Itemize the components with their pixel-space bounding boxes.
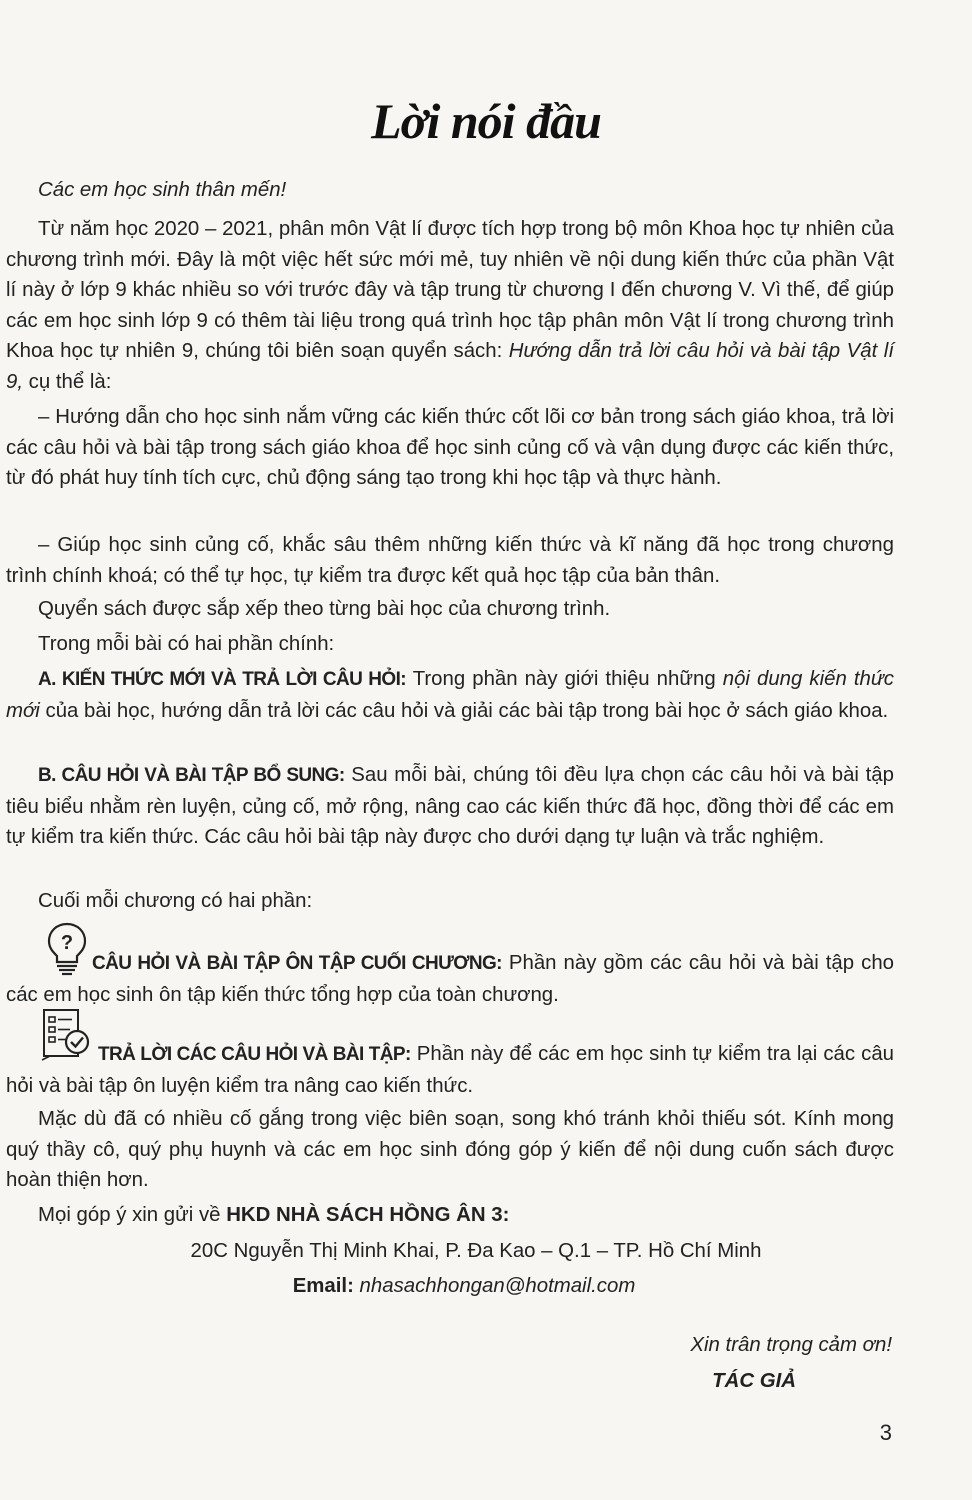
part-a-text: Trong phần này giới thiệu những (406, 668, 723, 690)
page-number: 3 (879, 1420, 892, 1445)
arrangement-text: Quyển sách được sắp xếp theo từng bài học của chương trình. (38, 598, 611, 620)
intro-text-end: cụ thể là: (23, 370, 112, 393)
email-address: nhasachhongan@hotmail.com (353, 1275, 636, 1297)
contact-name: HKD NHÀ SÁCH HỒNG ÂN 3: (226, 1204, 510, 1226)
part-a-heading: A. KIẾN THỨC MỚI VÀ TRẢ LỜI CÂU HỎI: (38, 669, 407, 690)
part-a-text-end: của bài học, hướng dẫn trả lời các câu hỏi và giải các bài tập trong bài học ở sách giáo khoa. (39, 699, 889, 722)
thanks: Xin trân trọng cảm ơn! (690, 1334, 892, 1356)
page-title: Lời nói đầu (371, 93, 601, 149)
bullet-item-2: – Giúp học sinh củng cố, khắc sâu thêm những kiến thức và kĩ năng đã học trong chương trình chính khoá; có thể tự học, tự kiểm tra được kết quả học tập của bản thân. (6, 534, 894, 587)
part-b-heading: B. CÂU HỎI VÀ BÀI TẬP BỔ SUNG: (38, 765, 345, 786)
apology-paragraph: Mặc dù đã có nhiều cố gắng trong việc biên soạn, song khó tránh khỏi thiếu sót. Kính mong quý thầy cô, quý phụ huynh và các em học sinh đóng góp ý kiến để nội dung cuốn sách được hoàn thiện hơn. (6, 1108, 894, 1192)
book-title: Hướng dẫn trả lời câu hỏi và bài tập Vật lí 9, (6, 340, 894, 393)
email-label: Email: (292, 1275, 354, 1297)
answer-text: Phần này để các em học sinh tự kiểm tra lại các câu hỏi và bài tập ôn luyện kiểm tra nâng cao kiến thức. (6, 1043, 894, 1097)
part-a-emphasis: nội dung kiến thức mới (6, 668, 894, 722)
part-b-text: Sau mỗi bài, chúng tôi đều lựa chọn các câu hỏi và bài tập tiêu biểu nhằm rèn luyện, củng cố, mở rộng, nâng cao các kiến thức đã học, đồng thời để các em tự kiểm tra kiến thức. Các câu hỏi bài tập này được cho dưới dạng tự luận và trắc nghiệm. (6, 764, 894, 849)
address: 20C Nguyễn Thị Minh Khai, P. Đa Kao – Q.1 – TP. Hồ Chí Minh (190, 1240, 762, 1262)
email-line (0, 1275, 950, 1298)
answer-heading: TRẢ LỜI CÁC CÂU HỎI VÀ BÀI TẬP: (98, 1044, 411, 1065)
svg-text:?: ? (60, 932, 74, 954)
part-b-paragraph (6, 760, 894, 853)
two-parts-text: Trong mỗi bài có hai phần chính: (38, 633, 335, 655)
contact-line (6, 1200, 894, 1231)
answer-paragraph (6, 1039, 894, 1101)
chapter-end-text: Cuối mỗi chương có hai phần: (38, 890, 313, 912)
greeting-text: Các em học sinh thân mến! (38, 179, 287, 201)
bullet-item-1: – Hướng dẫn cho học sinh nắm vững các kiến thức cốt lõi cơ bản trong sách giáo khoa, trả lời các câu hỏi và bài tập trong sách giáo khoa để học sinh củng cố và vận dụng được các kiến thức, từ đó phát huy tính tích cực, chủ động sáng tạo trong khi học tập và thực hành. (6, 406, 894, 490)
part-a-paragraph (6, 664, 894, 726)
author: TÁC GIẢ (712, 1370, 796, 1392)
intro-text: Từ năm học 2020 – 2021, phân môn Vật lí được tích hợp trong bộ môn Khoa học tự nhiên của chương trình mới. Đây là một việc hết sức mới mẻ, tuy nhiên về nội dung kiến thức của phần Vật lí này ở lớp 9 khác nhiều so với trước đây và tập trung từ chương I đến chương V. Vì thế, để giúp các em học sinh lớp 9 có thêm tài liệu trong quá trình học tập phân môn Vật lí trong chương trình Khoa học tự nhiên 9, chúng tôi biên soạn quyển sách: (6, 218, 894, 363)
greeting (6, 175, 894, 206)
intro-paragraph (6, 214, 894, 398)
review-paragraph (6, 948, 894, 1010)
contact-text: Mọi góp ý xin gửi về (38, 1204, 227, 1226)
review-heading: CÂU HỎI VÀ BÀI TẬP ÔN TẬP CUỐI CHƯƠNG: (92, 953, 502, 974)
review-text: Phần này gồm các câu hỏi và bài tập cho các em học sinh ôn tập kiến thức tổng hợp của toàn chương. (6, 952, 895, 1006)
